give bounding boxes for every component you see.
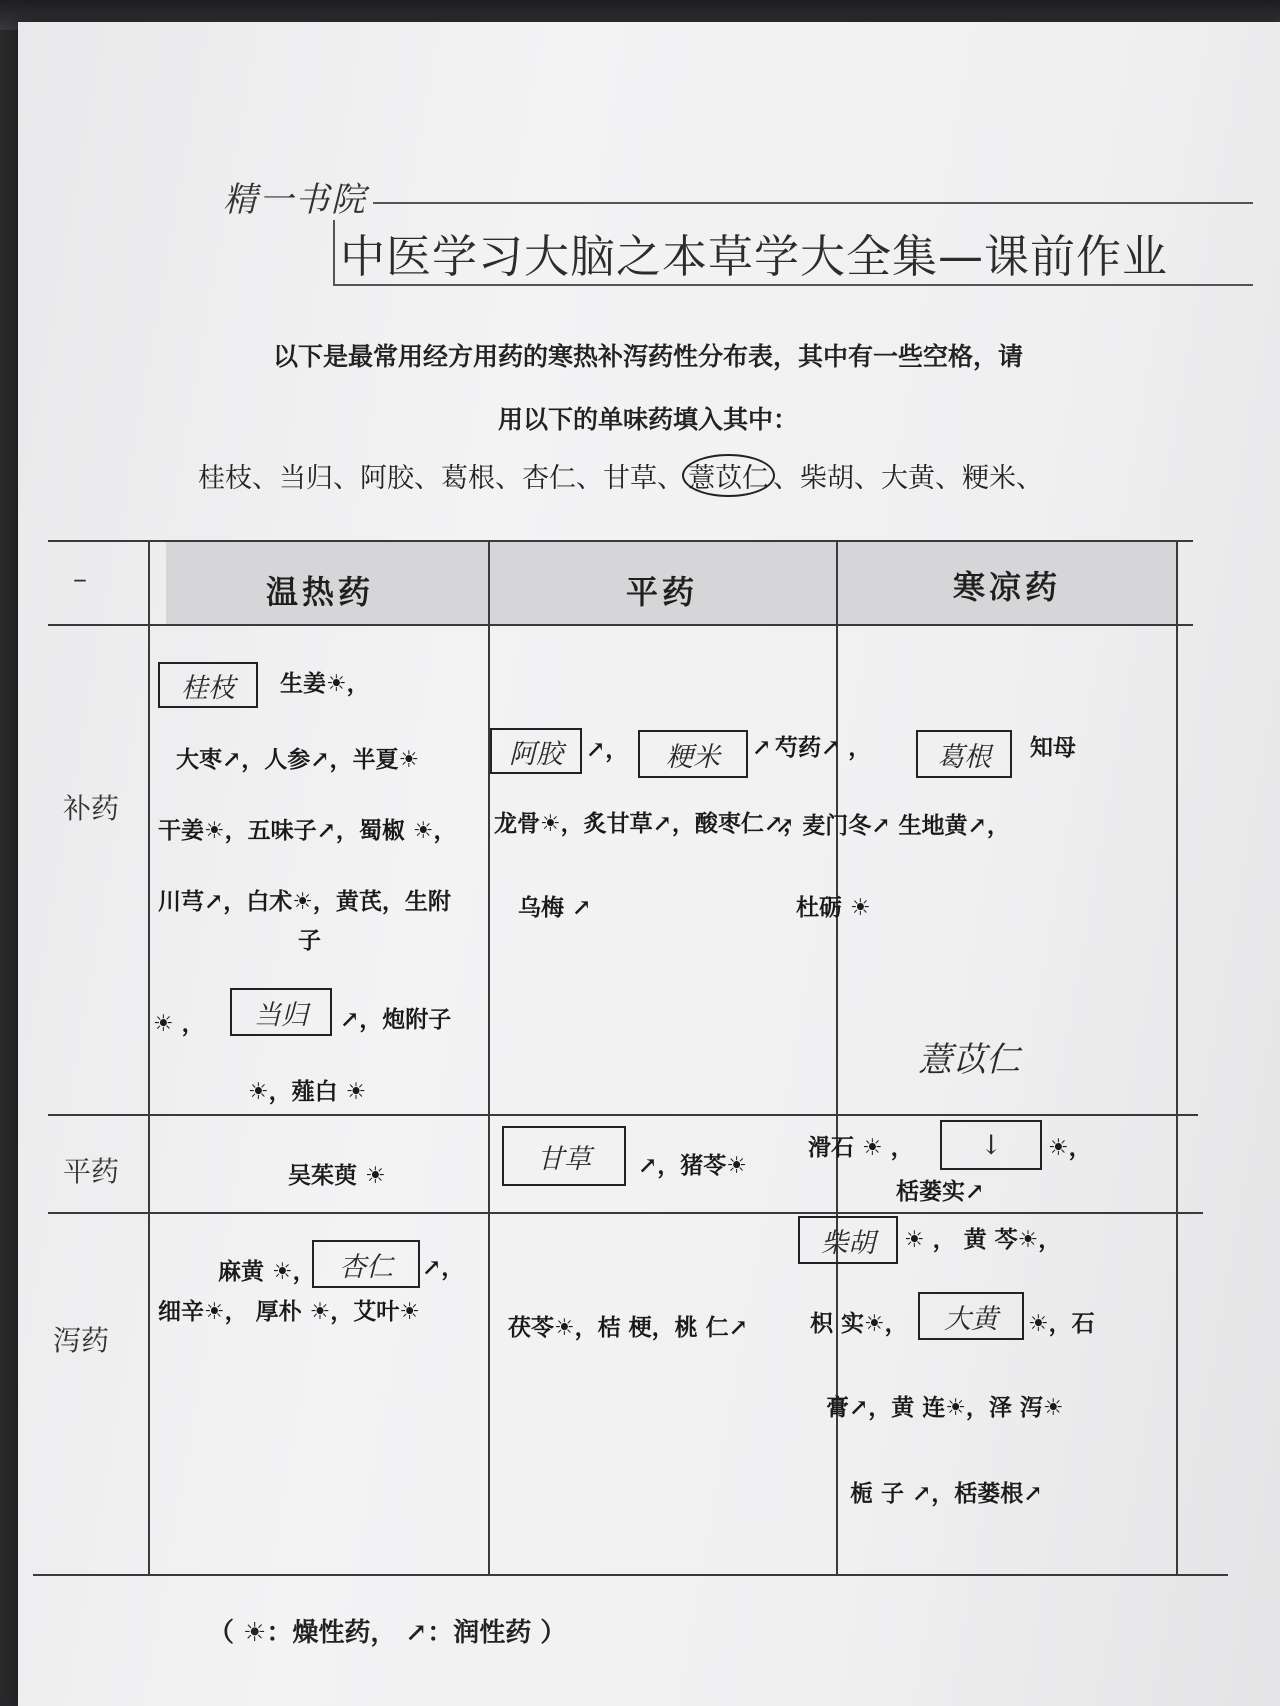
herb-list	[198, 454, 1178, 497]
bu-neutral-line-3: 乌梅 ↗	[518, 894, 592, 921]
bu-neutral-line-2: 龙骨☀，炙甘草↗，酸枣仁↗，	[494, 810, 807, 837]
ping-cold-line-2: 栝蒌实↗	[896, 1178, 985, 1205]
handwritten-yiyiren-note: 薏苡仁	[918, 1040, 1020, 1080]
brand-signature: 精一书院	[223, 180, 367, 220]
bu-warm-line-5a: ☀ ，	[153, 1010, 205, 1037]
row-label-neutral: 平药	[63, 1155, 120, 1188]
bu-warm-line-1: 生姜☀，	[280, 670, 370, 697]
table-corner: –	[73, 562, 87, 595]
herb-list-circled: 薏苡仁	[682, 454, 775, 497]
table-col-line-1	[148, 540, 150, 1576]
table-col-line-2	[488, 540, 490, 1576]
xie-cold-line-2a: 枳 实☀，	[810, 1310, 908, 1337]
ping-cold-line-1: 滑石 ☀ ，	[808, 1134, 914, 1161]
ping-cold-line-1b: ☀，	[1048, 1134, 1092, 1161]
bu-cold-line-3: 杜砺 ☀	[796, 894, 871, 921]
answer-box-danggui[interactable]: 当归	[230, 988, 332, 1036]
table-line-header	[48, 624, 1193, 626]
xie-cold-line-3: 膏↗，黄 连☀，泽 泻☀	[826, 1394, 1064, 1421]
title-rule-top	[373, 202, 1253, 204]
answer-box-chaihu[interactable]: 柴胡	[798, 1216, 898, 1264]
answer-box-gancao[interactable]: 甘草	[502, 1126, 626, 1186]
bu-warm-line-4b: 子	[298, 927, 321, 954]
header-warm: 温热药	[266, 573, 375, 611]
xie-neutral-line-1: 茯苓☀，桔 梗，桃 仁↗	[508, 1314, 748, 1341]
answer-box-ejiao[interactable]: 阿胶	[490, 728, 582, 774]
ping-warm-line-1: 吴茱萸 ☀	[288, 1162, 386, 1189]
title-rule-left	[333, 220, 335, 284]
header-cold: 寒凉药	[953, 568, 1062, 606]
row-label-tonic: 补药	[63, 792, 120, 825]
table-line-row2	[48, 1212, 1203, 1214]
bu-warm-line-5b: ↗，炮附子	[340, 1006, 452, 1033]
bu-cold-line-1: 芍药↗ ，	[775, 734, 872, 761]
header-neutral: 平药	[626, 573, 699, 611]
intro-line-2: 用以下的单味药填入其中：	[497, 405, 798, 434]
bu-cold-line-1b: 知母	[1030, 734, 1076, 761]
bu-neutral-end: ↗	[752, 734, 772, 761]
answer-box-dahuang[interactable]: 大黄	[918, 1292, 1024, 1340]
xie-cold-line-2b: ☀，石	[1028, 1310, 1095, 1337]
worksheet-paper	[18, 22, 1280, 1706]
ping-neutral-line-1: ↗，猪苓☀	[638, 1152, 747, 1179]
table-col-line-4	[1176, 540, 1178, 1576]
xie-warm-line-1b: ↗，	[422, 1254, 465, 1281]
intro-line-1: 以下是最常用经方用药的寒热补泻药性分布表，其中有一些空格，请	[272, 342, 1023, 371]
table-line-bottom	[33, 1574, 1228, 1576]
table-line-row1	[48, 1114, 1198, 1116]
bu-neutral-mid: ↗，	[586, 736, 629, 763]
answer-box-guizhi[interactable]: 桂枝	[158, 662, 258, 708]
bu-warm-line-4: 川芎↗，白术☀，黄芪，生附	[158, 888, 451, 915]
bu-warm-line-6: ☀，薤白 ☀	[248, 1078, 367, 1105]
answer-box-yiyiren[interactable]: ↓	[940, 1120, 1042, 1170]
xie-warm-line-1: 麻黄 ☀，	[218, 1258, 316, 1285]
answer-box-gegen[interactable]: 葛根	[916, 730, 1012, 778]
bu-warm-line-3: 干姜☀，五味子↗，蜀椒 ☀，	[158, 817, 457, 844]
table-line-top	[48, 540, 1193, 542]
herb-list-before: 桂枝、当归、阿胶、葛根、杏仁、甘草、	[198, 463, 684, 494]
answer-box-jingmi[interactable]: 粳米	[638, 730, 748, 778]
bu-cold-line-2: ↗ 麦门冬↗ 生地黄↗，	[775, 812, 1010, 839]
xie-cold-line-1: ☀ ， 黄 芩☀，	[904, 1226, 1062, 1253]
bu-warm-line-2: 大枣↗，人参↗，半夏☀	[176, 746, 420, 773]
xie-warm-line-2: 细辛☀， 厚朴 ☀，艾叶☀	[158, 1298, 420, 1325]
herb-list-after: 、柴胡、大黄、粳米、	[773, 463, 1043, 494]
page-title: 中医学习大脑之本草学大全集—课前作业	[340, 230, 1169, 283]
answer-box-xingren[interactable]: 杏仁	[312, 1240, 420, 1288]
xie-cold-line-4: 栀 子 ↗，栝蒌根↗	[850, 1480, 1043, 1507]
legend: （ ☀：燥性药， ↗：润性药 ）	[208, 1618, 567, 1648]
title-rule-bottom	[333, 284, 1253, 286]
row-label-purging: 泻药	[53, 1324, 110, 1357]
